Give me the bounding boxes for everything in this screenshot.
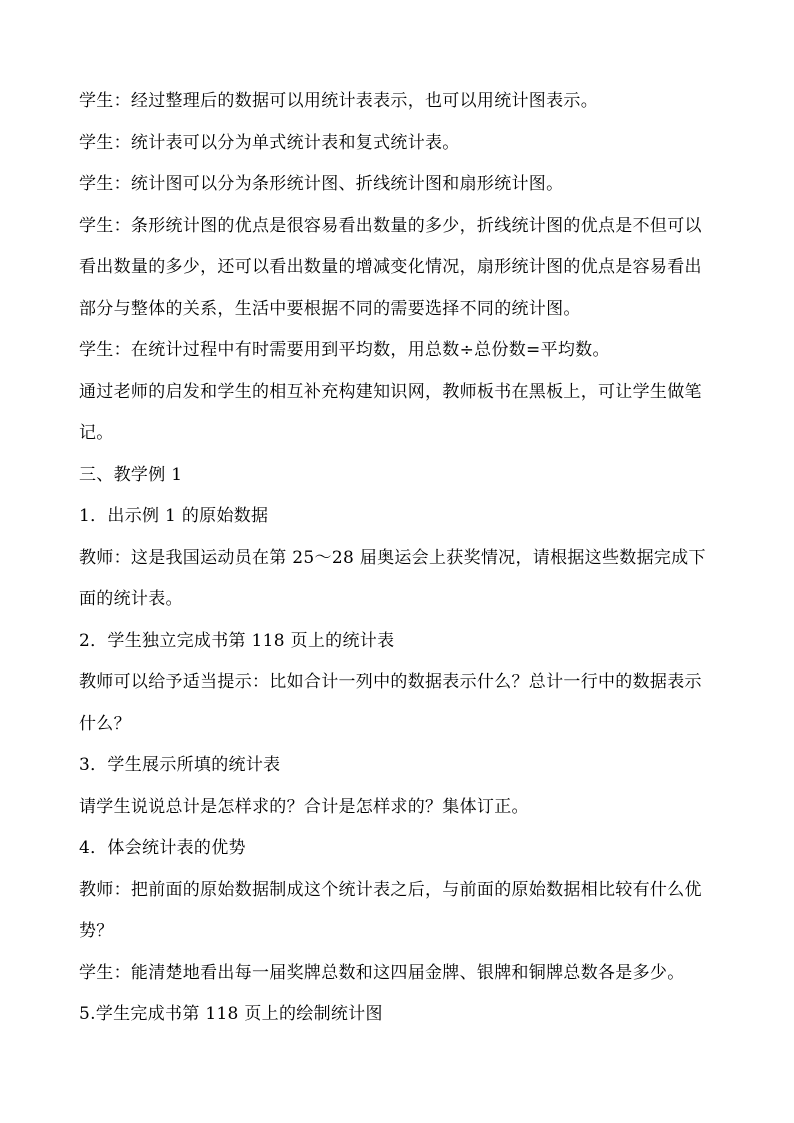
paragraph-teacher-olympics: 教师：这是我国运动员在第 25～28 届奥运会上获奖情况，请根据这些数据完成下面的统计表。 <box>79 547 706 609</box>
paragraph-student-data-representation: 学生：经过整理后的数据可以用统计表表示，也可以用统计图表示。 <box>79 91 598 111</box>
step-2-complete-table: 2．学生独立完成书第 118 页上的统计表 <box>79 630 395 651</box>
section-heading-example-1: 三、教学例 1 <box>79 464 183 485</box>
paragraph-student-average: 学生：在统计过程中有时需要用到平均数，用总数÷总份数=平均数。 <box>79 340 610 360</box>
paragraph-teacher-hint: 教师可以给予适当提示：比如合计一列中的数据表示什么？总计一行中的数据表示什么？ <box>79 672 702 734</box>
document-page <box>79 81 719 1036</box>
paragraph-student-chart-types: 学生：统计图可以分为条形统计图、折线统计图和扇形统计图。 <box>79 174 564 194</box>
paragraph-student-chart-advantages: 学生：条形统计图的优点是很容易看出数量的多少，折线统计图的优点是不但可以看出数量的多少，还可以看出数量的增减变化情况，扇形统计图的优点是容易看出部分与整体的关系，生活中要根据不同的需要选择不同的统计图。 <box>79 215 702 319</box>
paragraph-totals-question: 请学生说说总计是怎样求的？合计是怎样求的？集体订正。 <box>79 796 529 817</box>
paragraph-knowledge-network: 通过老师的启发和学生的相互补充构建知识网，教师板书在黑板上，可让学生做笔记。 <box>79 381 702 443</box>
step-3-show-table: 3．学生展示所填的统计表 <box>79 755 281 775</box>
step-4-table-advantages: 4．体会统计表的优势 <box>79 838 246 858</box>
paragraph-student-table-types: 学生：统计表可以分为单式统计表和复式统计表。 <box>79 132 460 153</box>
step-1-show-raw-data: 1．出示例 1 的原始数据 <box>79 506 269 526</box>
paragraph-teacher-advantage-question: 教师：把前面的原始数据制成这个统计表之后，与前面的原始数据相比较有什么优势？ <box>79 879 702 941</box>
step-5-draw-chart: 5.学生完成书第 118 页上的绘制统计图 <box>79 1004 383 1024</box>
paragraph-student-advantage-answer: 学生：能清楚地看出每一届奖牌总数和这四届金牌、银牌和铜牌总数各是多少。 <box>79 962 685 983</box>
